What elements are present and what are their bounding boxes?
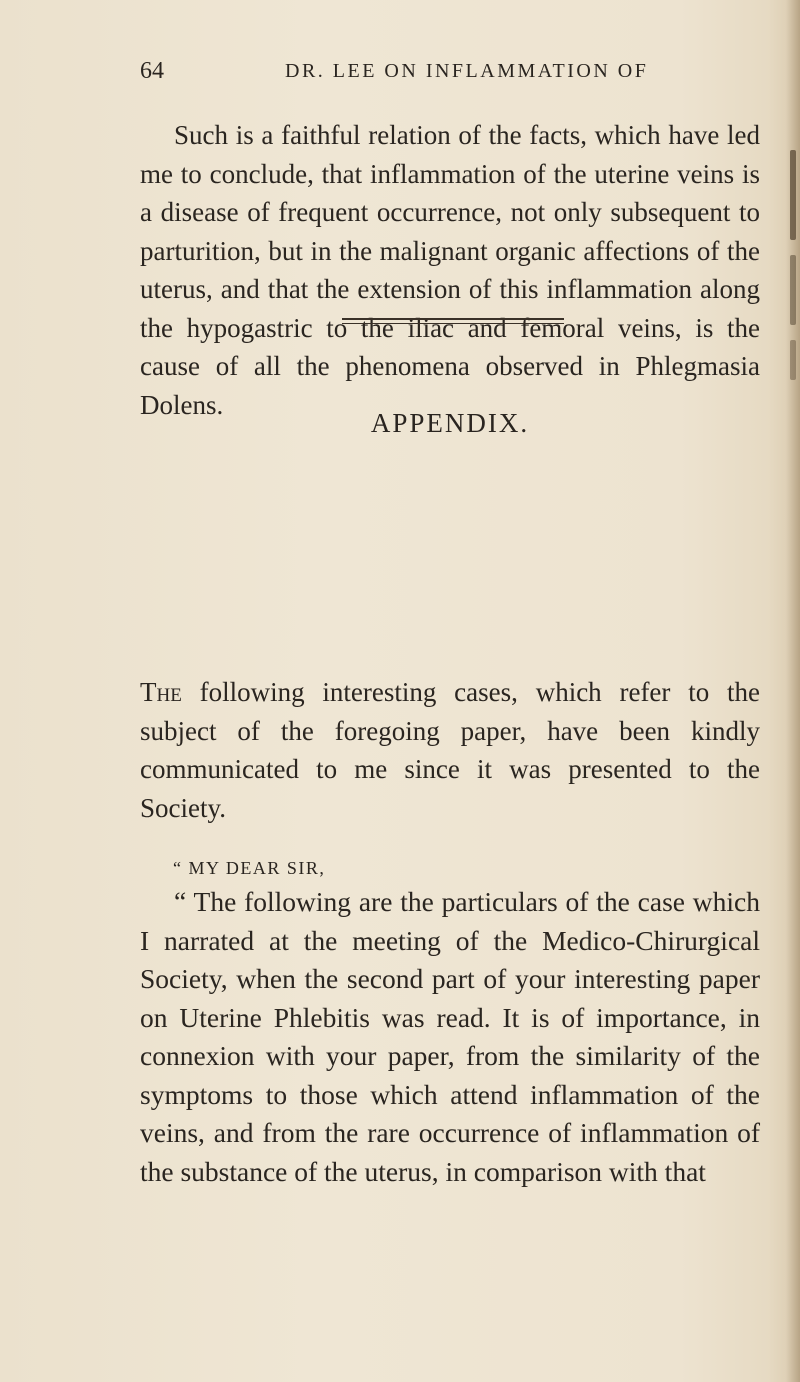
letter-body-paragraph: “ The following are the particulars of the case which I narrated at the meeting of the Medico-Chirurgical Society, when the second part of your interesting paper on Uterine Phlebitis was read. It is of importance, in connexion with your paper, from the similarity of the symptoms to those which attend inflammation of the veins, and from the rare occurrence of inflammation of the substance of the uterus, in comparison with that <box>140 886 760 1187</box>
binding-edge-mark <box>790 340 796 380</box>
appendix-intro-paragraph <box>140 673 760 827</box>
intro-first-word: The <box>140 677 182 707</box>
letter-salutation: “ MY DEAR SIR, <box>173 858 326 878</box>
running-head-title: DR. LEE ON INFLAMMATION OF <box>285 60 649 82</box>
section-divider-rule <box>342 318 564 324</box>
running-head <box>140 58 760 88</box>
binding-edge-mark <box>790 255 796 325</box>
intro-rest-text: following interesting cases, which refer to the subject of the foregoing paper, have been kindly communicated to me since it was presented to the Society. <box>140 677 760 823</box>
page-number: 64 <box>140 58 164 84</box>
binding-edge-mark <box>790 150 796 240</box>
appendix-heading: APPENDIX. <box>370 408 530 438</box>
body-paragraph: Such is a faithful relation of the facts, which have led me to conclude, that inflammation of the uterine veins is a disease of frequent occurrence, not only subsequent to parturition, but in the malignant organic affections of the uterus, and that the extension of this inflammation along the hypogastric to the iliac and femoral veins, is the cause of all the phenomena observed in Phlegmasia Dolens. <box>140 120 760 420</box>
